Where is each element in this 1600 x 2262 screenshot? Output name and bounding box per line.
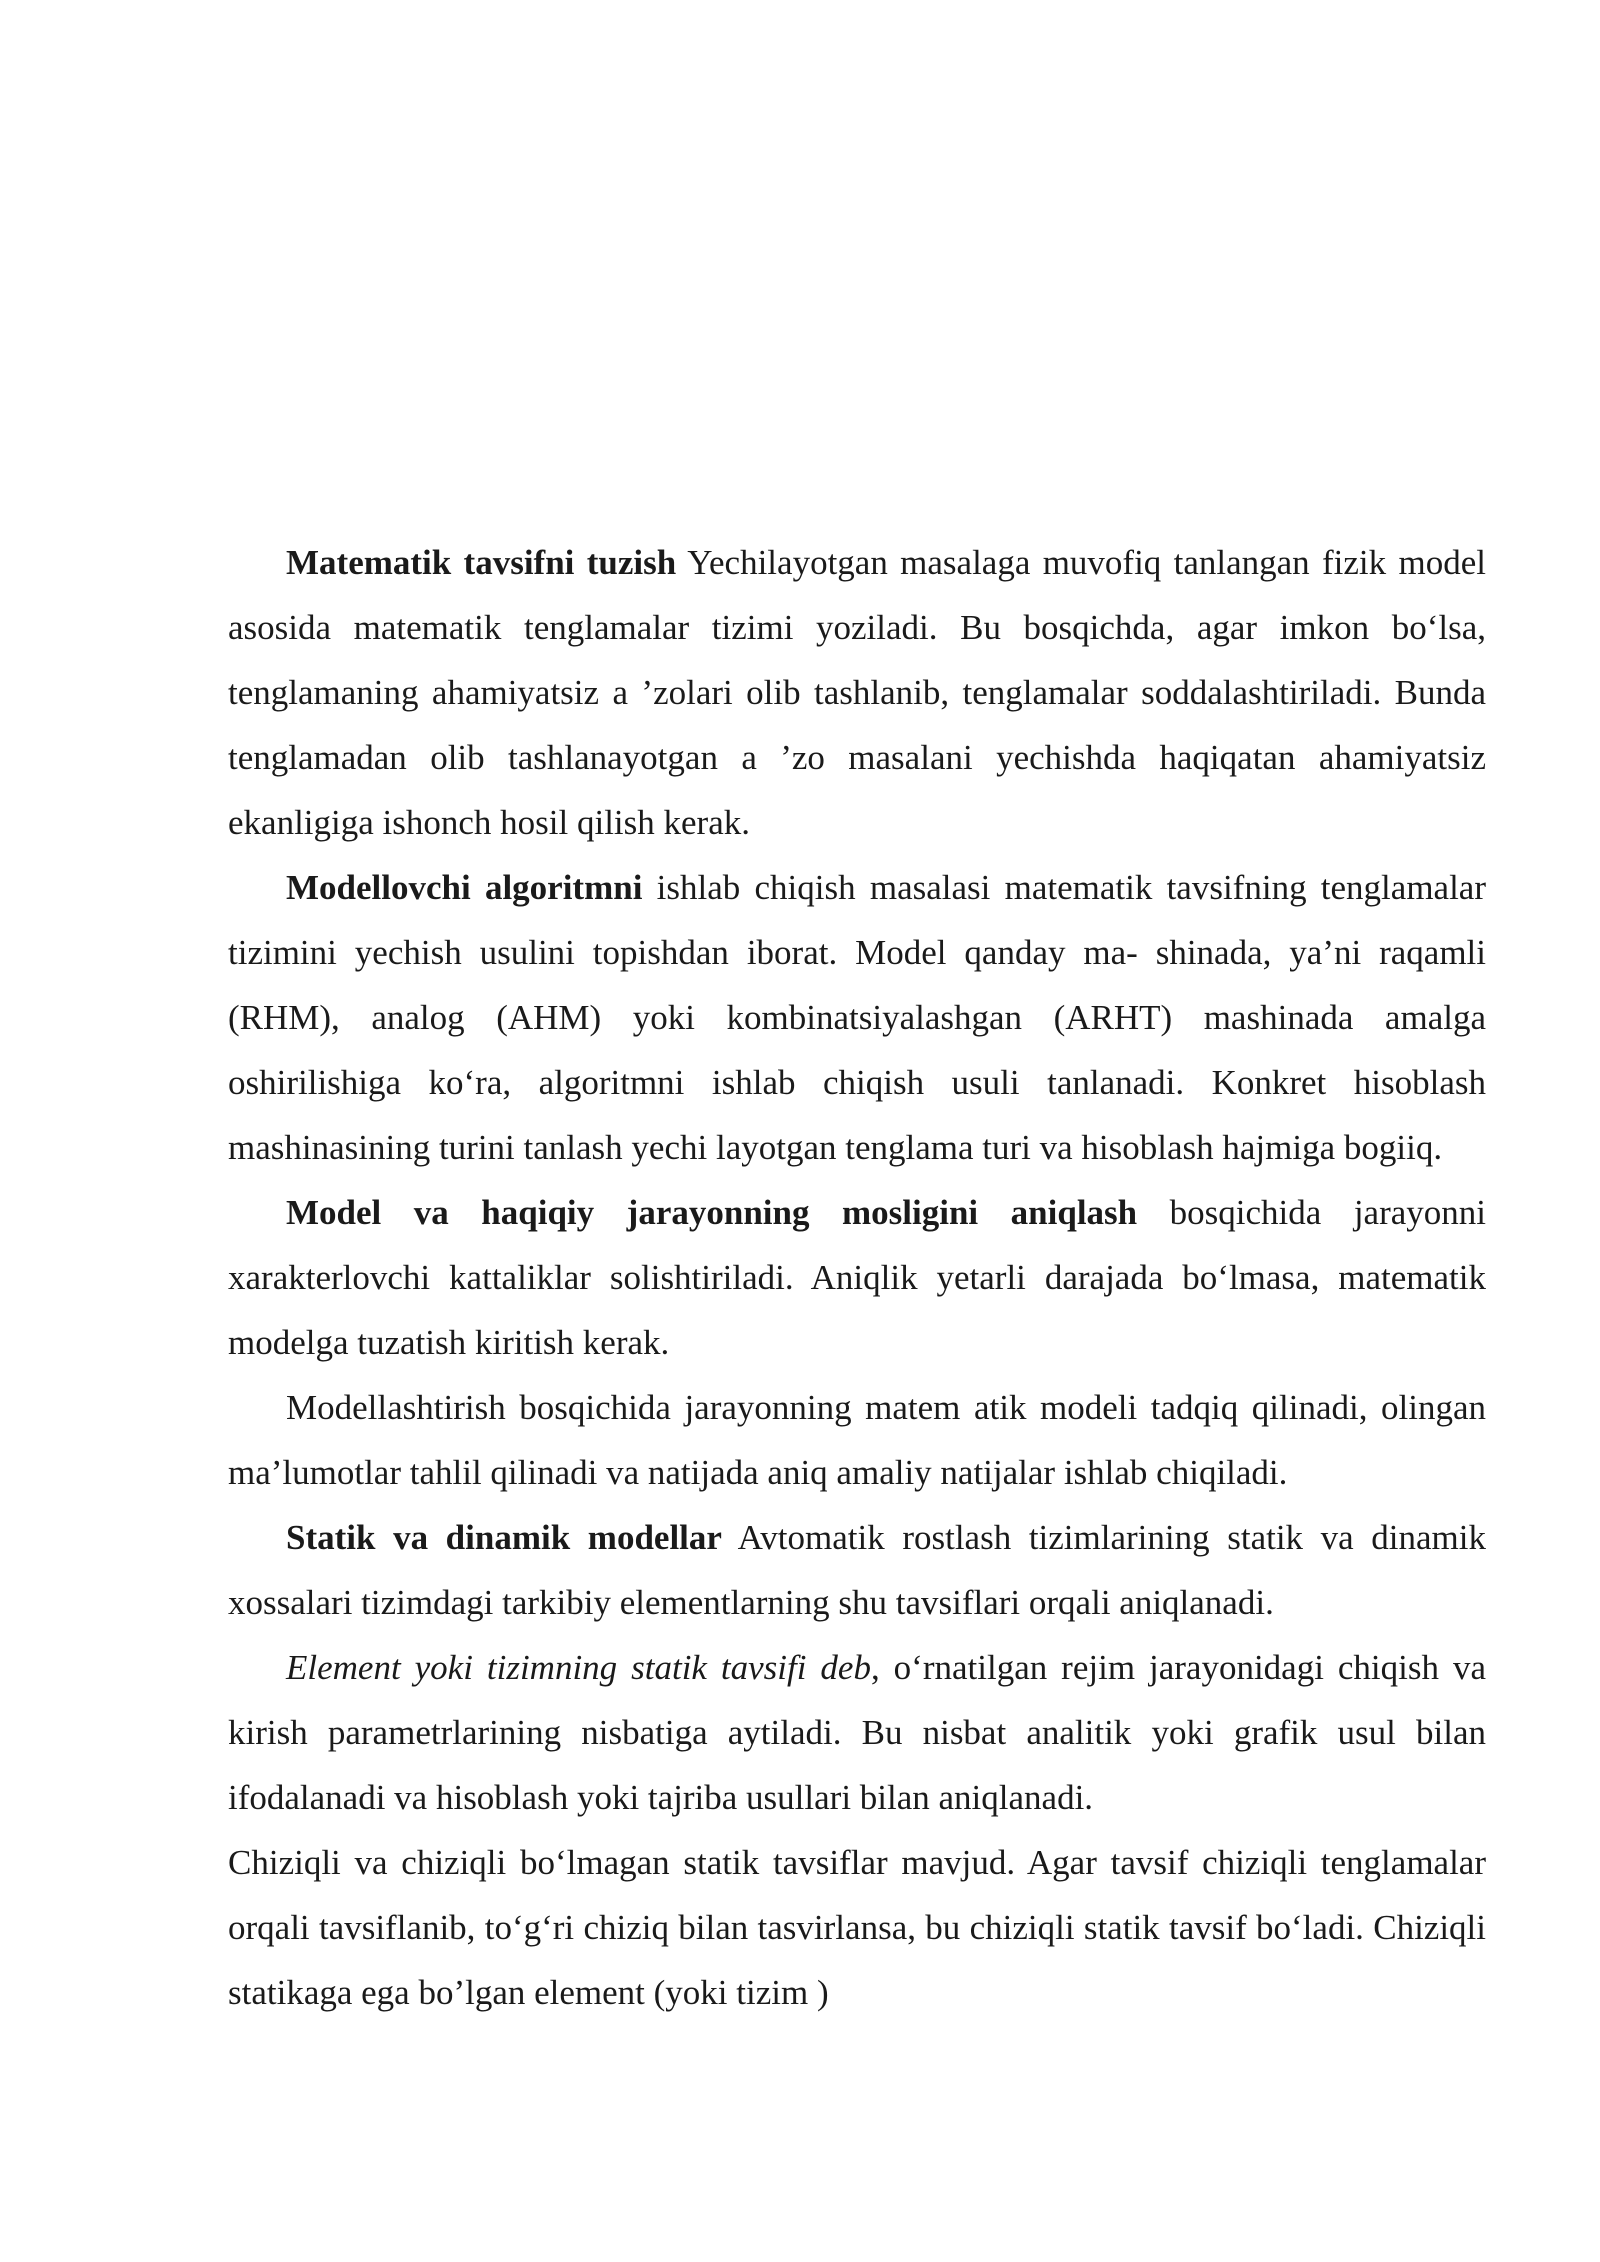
paragraph-heading: Statik va dinamik modellar (286, 1518, 722, 1557)
paragraph-statik-dinamik (228, 1505, 1486, 1635)
paragraph-statik-tavsif-definition (228, 1635, 1486, 1830)
paragraph-text: Chiziqli va chiziqli bo‘lmagan statik tavsiflar mavjud. Agar tavsif chiziqli tenglamalar orqali tavsiflanib, to‘g‘ri chiziq bilan tasvirlansa, bu chiziqli statik tavsif bo‘ladi. Chiziqli statikaga ega bo’lgan element (yoki tizim ) (228, 1843, 1486, 2012)
paragraph-text: Modellashtirish bosqichida jarayonning matem atik modeli tadqiq qilinadi, olingan ma’lumotlar tahlil qilinadi va natijada aniq amaliy natijalar ishlab chiqiladi. (228, 1388, 1486, 1492)
paragraph-heading: Matematik tavsifni tuzish (286, 543, 677, 582)
paragraph-heading: Modellovchi algoritmni (286, 868, 643, 907)
paragraph-chiziqli-tavsif (228, 1830, 1486, 2025)
document-page (228, 530, 1486, 2025)
paragraph-italic-term: Element yoki tizimning statik tavsifi deb (286, 1648, 871, 1687)
paragraph-modellovchi-algoritm (228, 855, 1486, 1180)
paragraph-text: , o‘rnatilgan rejim jarayonidagi chiqish va kirish parametrlarining nisbatiga aytiladi. Bu nisbat analitik yoki grafik usul bilan ifodalanadi va hisoblash yoki tajriba usullari bilan aniqlanadi. (228, 1648, 1486, 1817)
paragraph-modellashtirish (228, 1375, 1486, 1505)
paragraph-matematik-tavsif (228, 530, 1486, 855)
paragraph-text: Avtomatik rostlash tizimlarining statik va dinamik xossalari tizimdagi tarkibiy elementlarning shu tavsiflari orqali aniqlanadi. (228, 1518, 1487, 1622)
paragraph-model-moslik (228, 1180, 1486, 1375)
paragraph-text: ishlab chiqish masalasi matematik tavsifning tenglamalar tizimini yechish usulini topishdan iborat. Model qanday ma- shinada, ya’ni raqamli (RHM), analog (AHM) yoki kombinatsiyalashgan (ARHT) mashinada amalga oshirilishiga ko‘ra, algoritmni ishlab chiqish usuli tanlanadi. Konkret hisoblash mashinasining turini tanlash yechi layotgan tenglama turi va hisoblash hajmiga bogiiq. (228, 868, 1486, 1167)
paragraph-text: Yechilayotgan masalaga muvofiq tanlangan fizik model asosida matematik tenglamalar tizimi yoziladi. Bu bosqichda, agar imkon bo‘lsa, tenglamaning ahamiyatsiz a ’zolari olib tashlanib, tenglamalar soddalashtiriladi. Bunda tenglamadan olib tashlanayotgan a ’zo masalani yechishda haqiqatan ahamiyatsiz ekanligiga ishonch hosil qilish kerak. (228, 543, 1486, 842)
paragraph-heading: Model va haqiqiy jarayonning mosligini aniqlash (286, 1193, 1138, 1232)
paragraph-text: bosqichida jarayonni xarakterlovchi kattaliklar solishtiriladi. Aniqlik yetarli darajada bo‘lmasa, matematik modelga tuzatish kiritish kerak. (228, 1193, 1487, 1362)
